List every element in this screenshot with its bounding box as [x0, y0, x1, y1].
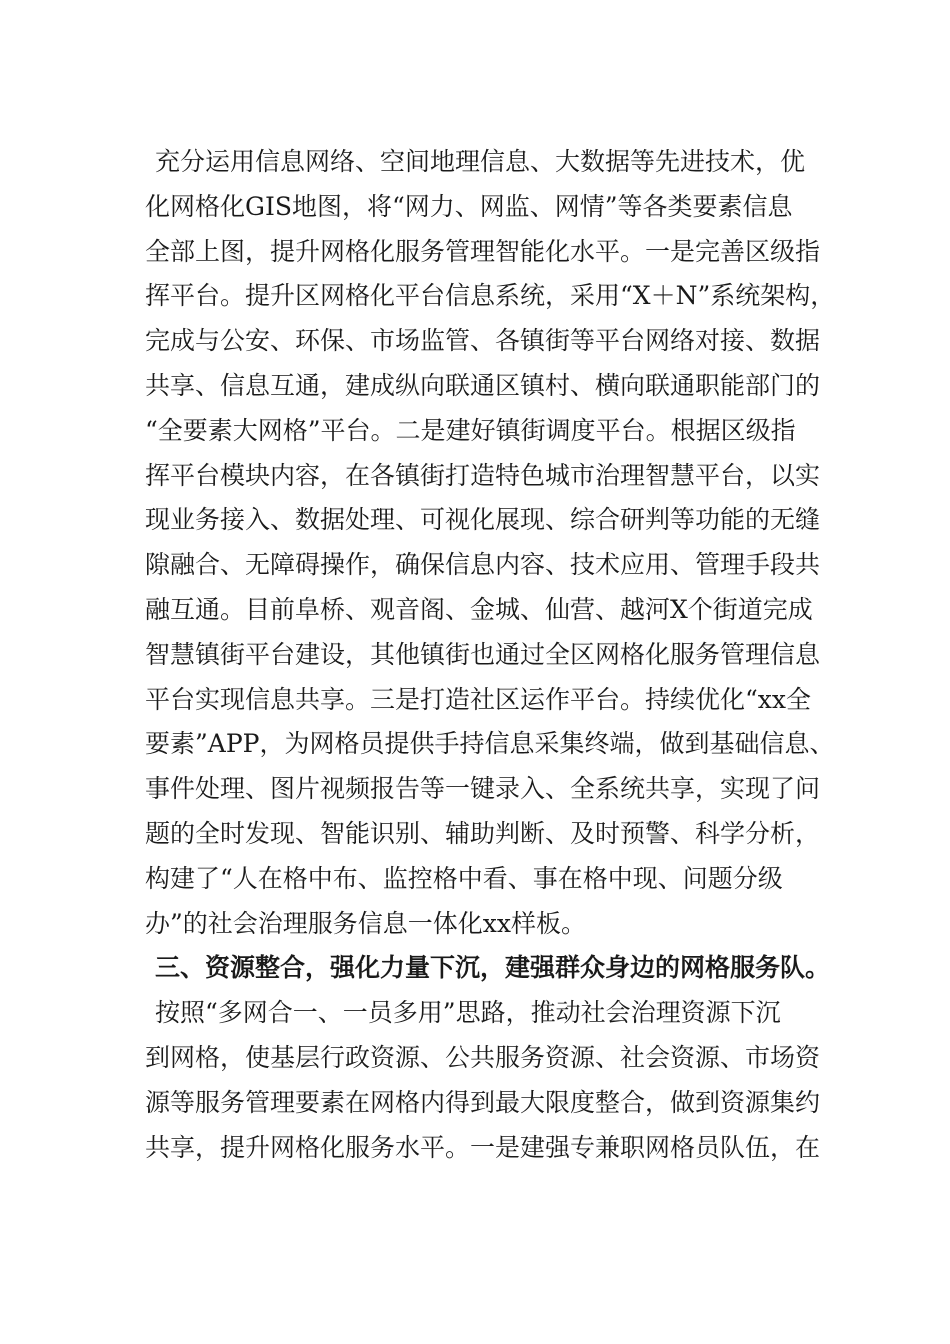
paragraph-2-line: 源等服务管理要素在网格内得到最大限度整合，做到资源集约: [145, 1087, 821, 1117]
paragraph-1-line: 事件处理、图片视频报告等一键录入、全系统共享，实现了问: [145, 774, 821, 804]
section-heading: 三、资源整合，强化力量下沉，建强群众身边的网格服务队。: [155, 953, 831, 983]
paragraph-1-line: 平台实现信息共享。三是打造社区运作平台。持续优化“xx全: [145, 684, 811, 714]
paragraph-1-line: 题的全时发现、智能识别、辅助判断、及时预警、科学分析，: [145, 818, 821, 848]
paragraph-2-line: 到网格，使基层行政资源、公共服务资源、社会资源、市场资: [145, 1042, 821, 1072]
paragraph-1-line: “全要素大网格”平台。二是建好镇街调度平台。根据区级指: [145, 415, 796, 445]
paragraph-1-line: 挥平台模块内容，在各镇街打造特色城市治理智慧平台，以实: [145, 460, 821, 490]
document-body: [145, 140, 835, 1170]
paragraph-2-line: 共享，提升网格化服务水平。一是建强专兼职网格员队伍，在: [145, 1132, 821, 1162]
paragraph-1-line: 共享、信息互通，建成纵向联通区镇村、横向联通职能部门的: [145, 370, 821, 400]
paragraph-1-line: 全部上图，提升网格化服务管理智能化水平。一是完善区级指: [145, 236, 821, 266]
paragraph-1-line: 化网格化GIS地图，将“网力、网监、网情”等各类要素信息: [145, 191, 793, 221]
paragraph-1-line: 完成与公安、环保、市场监管、各镇街等平台网络对接、数据: [145, 326, 821, 356]
paragraph-1-line: 隙融合、无障碍操作，确保信息内容、技术应用、管理手段共: [145, 550, 821, 580]
paragraph-2-line: 按照“多网合一、一员多用”思路，推动社会治理资源下沉: [155, 998, 781, 1028]
paragraph-1-line: 融互通。目前阜桥、观音阁、金城、仙营、越河X个街道完成: [145, 594, 813, 624]
paragraph-1-line: 挥平台。提升区网格化平台信息系统，采用“X＋N”系统架构，: [145, 281, 835, 311]
paragraph-1-line: 现业务接入、数据处理、可视化展现、综合研判等功能的无缝: [145, 505, 821, 535]
paragraph-1-line: 充分运用信息网络、空间地理信息、大数据等先进技术，优: [155, 147, 806, 176]
paragraph-1-line: 要素”APP，为网格员提供手持信息采集终端，做到基础信息、: [145, 729, 835, 759]
paragraph-1-line: 智慧镇街平台建设，其他镇街也通过全区网格化服务管理信息: [145, 639, 821, 669]
paragraph-1-line: 构建了“人在格中布、监控格中看、事在格中现、问题分级: [145, 863, 783, 893]
paragraph-1-line: 办”的社会治理服务信息一体化xx样板。: [145, 908, 586, 938]
